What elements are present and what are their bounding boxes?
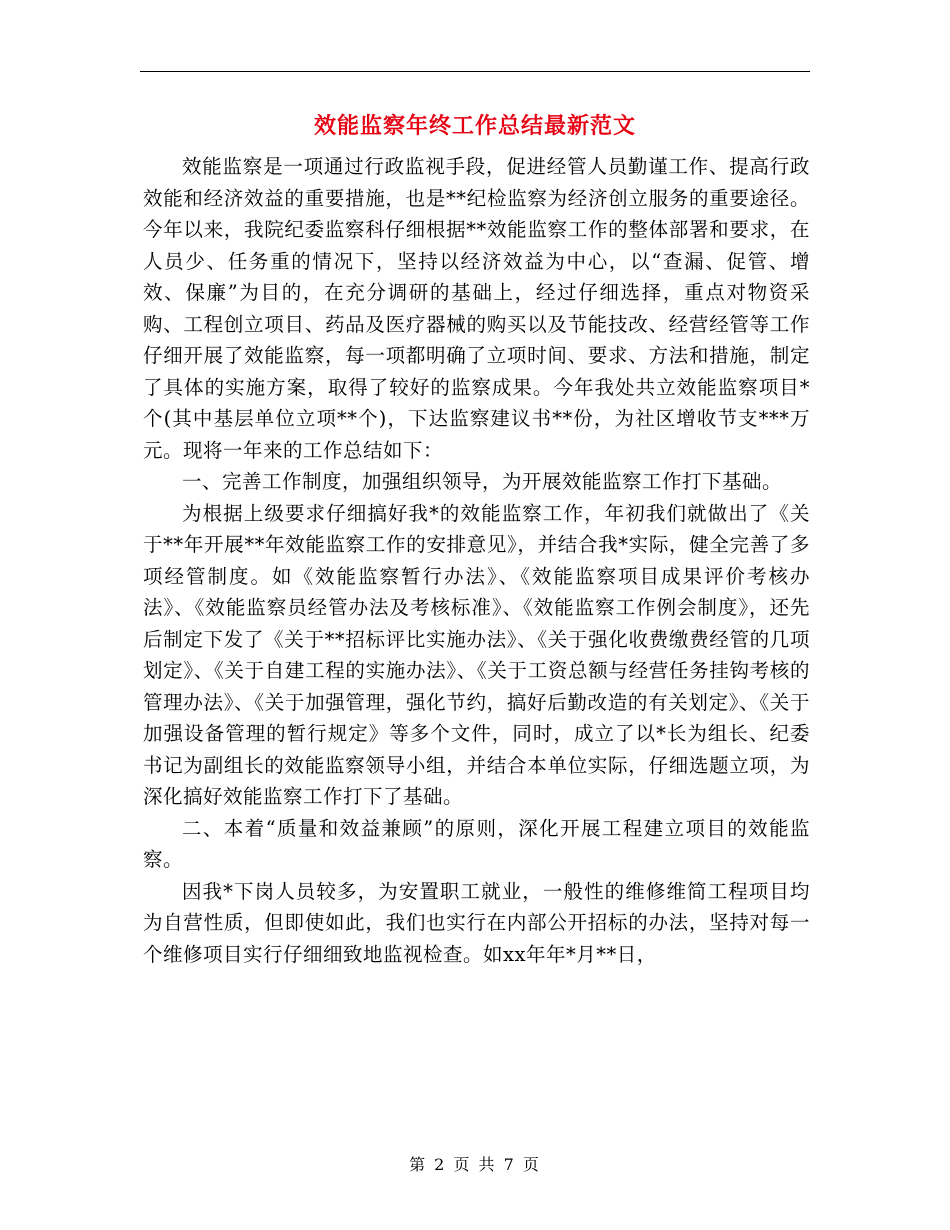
section-heading-2: 二、本着“质量和效益兼顾”的原则，深化开展工程建立项目的效能监察。	[143, 816, 810, 871]
paragraph-intro: 效能监察是一项通过行政监视手段，促进经管人员勤谨工作、提高行政效能和经济效益的重要措施，也是**纪检监察为经济创立服务的重要途径。今年以来，我院纪委监察科仔细根据**效能监察工作的整体部署和要求，在人员少、任务重的情况下，坚持以经济效益为中心，以“查漏、促管、增效、保廉”为目的，在充分调研的基础上，经过仔细选择，重点对物资采购、工程创立项目、药品及医疗器械的购买以及节能技改、经营经管等工作仔细开展了效能监察，每一项都明确了立项时间、要求、方法和措施，制定了具体的实施方案，取得了较好的监察成果。今年我处共立效能监察项目*个(其中基层单位立项**个)，下达监察建议书**份，为社区增收节支***万元。现将一年来的工作总结如下：	[143, 155, 810, 462]
header-rule	[140, 71, 810, 72]
document-title: 效能监察年终工作总结最新范文	[313, 113, 636, 139]
paragraph-section-2: 因我*下岗人员较多，为安置职工就业，一般性的维修维简工程项目均为自营性质，但即使如此，我们也实行在内部公开招标的办法，坚持对每一个维修项目实行仔细细致地监视检查。如xx年年*月**日，	[143, 879, 810, 966]
section-heading-1: 一、完善工作制度，加强组织领导，为开展效能监察工作打下基础。	[182, 470, 783, 493]
page-number-footer: 第 2 页 共 7 页	[409, 1155, 541, 1174]
document-body	[143, 151, 810, 970]
paragraph-section-1: 为根据上级要求仔细搞好我*的效能监察工作，年初我们就做出了《关于**年开展**年效能监察工作的安排意见》，并结合我*实际，健全完善了多项经管制度。如《效能监察暂行办法》、《效能监察项目成果评价考核办法》、《效能监察员经管办法及考核标准》、《效能监察工作例会制度》，还先后制定下发了《关于**招标评比实施办法》、《关于强化收费缴费经管的几项划定》、《关于自建工程的实施办法》、《关于工资总额与经营任务挂钩考核的管理办法》、《关于加强管理，强化节约，搞好后勤改造的有关划定》、《关于加强设备管理的暂行规定》等多个文件，同时，成立了以*长为组长、纪委书记为副组长的效能监察领导小组，并结合本单位实际，仔细选题立项，为深化搞好效能监察工作打下了基础。	[143, 501, 810, 808]
